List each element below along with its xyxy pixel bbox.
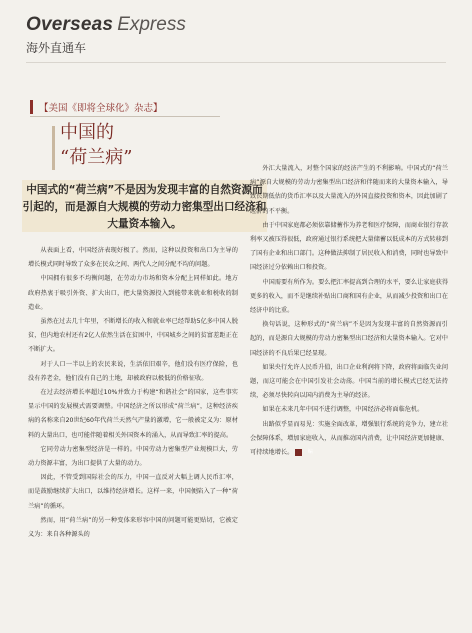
body-paragraph: 中国需要有所作为。要么把汇率提高到合理的水平，要么让家庭获得更多的收入，而不是继续补贴出口商和国有企业，从而减少投资和出口在经济中的比重。 [250, 278, 449, 315]
brand-logo [26, 14, 446, 36]
body-paragraph-text: 出路似乎显而易见：实施全面改革，增强银行系统的竞争力，建立社会保障体系，增加家庭收入，从而推动国内消费，让中国经济更加健康、可持续地增长。 [250, 420, 449, 457]
title-accent-bar [52, 126, 55, 170]
title-divider [30, 116, 220, 117]
header-divider [26, 62, 446, 63]
body-paragraph: 由于中国家庭都必须依靠储蓄作为养老和医疗保障，而商业银行存款利率又被压得很低，政府通过银行系统把大量储蓄以低成本的方式转移到了国有企业和出口部门。这种做法抑制了居民收入和消费，同时也导致中国经济过分依赖出口和投资。 [250, 221, 449, 272]
body-paragraph: 然而，用“荷兰病”的另一种变体来形容中国的问题可能更贴切，它被定义为：来自各种源头的 [28, 516, 238, 539]
section-subtitle: 海外直通车 [26, 41, 87, 55]
brand-light-text: Express [117, 14, 186, 35]
body-paragraph: 如果在未来几年中国不进行调整，中国经济必将面临危机。 [262, 406, 424, 414]
brand-bold-text: Overseas [26, 14, 114, 35]
body-paragraph: 它同劳动力密集型经济是一样的。中国劳动力密集型产业规模巨大，劳动力资源丰富，为出口提供了大量的动力。 [28, 445, 238, 468]
left-column [28, 244, 238, 542]
source-tag: 【美国《即将全球化》杂志】 [30, 100, 163, 114]
article-title [60, 120, 132, 170]
title-line-2: “荷兰病” [60, 147, 133, 168]
body-paragraph: 在过去经济增长率超过10%并致力于构建“和谐社会”的国家，这些事实显示中国的发展模式需要调整。中国经济之所以形成“荷兰病”，这种经济疾病的名称来自20世纪60年代荷兰天然气产量的激增，它一般被定义为：原材料的大量出口，也可能伴随着相关外国资本的涌入，从而导致汇率的提高。 [28, 389, 238, 439]
article-lead: 中国式的“荷兰病”不是因为发现丰富的自然资源而引起的，而是源自大规模的劳动力密集型出口经济和大量资本输入。 [22, 184, 267, 230]
body-paragraph: 从表面上看，中国经济表现好极了。然而，这种以投资和出口为主导的增长模式同时导致了众多在民众之间、两代人之间分配不均的问题。 [28, 247, 238, 269]
body-paragraph: 因此，不管受到国际社会的压力，中国一直反对大幅上调人民币汇率，而是鼓励继续扩大出口，以维持经济增长。这样一来，中国便陷入了一种“荷兰病”的循环。 [28, 474, 238, 510]
body-paragraph: 中国拥有很多不均衡问题，在劳动力市场和资本分配上同样如此。地方政府热衷于吸引外资、扩大出口，把大量资源投入到能带来就业和税收的制造业。 [28, 275, 238, 311]
body-paragraph: 对于人口一半以上的农民来说，生活依旧艰辛，他们没有医疗保险，也没有养老金，他们没有自己的土地，却被政府以极低的价格征收。 [28, 360, 238, 382]
end-mark: 编 [295, 449, 302, 456]
body-paragraph: 如果央行允许人民币升值，出口企业利润将下降，政府将面临失业问题，而这可能会在中国引发社会动荡。中国当前的增长模式已经无法持续，必须尽快转向以国内消费为主导的经济。 [250, 363, 449, 400]
right-column [250, 162, 448, 460]
title-line-1: 中国的 [60, 122, 114, 143]
magazine-header [26, 14, 446, 56]
body-paragraph: 换句话说，这种形式的“荷兰病”不是因为发现丰富的自然资源而引起的，而是源自大规模的劳动力密集型出口经济和大量资本输入。它对中国经济的不良后果已经显现。 [250, 321, 448, 357]
body-paragraph: 外汇大量流入，对整个国家的经济产生的不利影响。中国式的“荷兰病”源自大规模的劳动力密集型出口经济和伴随而来的大量资本输入，导致长期低估的货币汇率以及大量流入的外国直接投资和资本，因此加剧了经济的不平衡。 [250, 165, 448, 215]
body-paragraph: 虽然在过去几十年里，不断增长的收入和就业率已经帮助5亿多中国人脱贫，但内地农村还有2亿人依然生活在贫困中，中国城乡之间的贫富差距正在不断扩大。 [28, 318, 238, 354]
body-paragraph [250, 418, 448, 461]
